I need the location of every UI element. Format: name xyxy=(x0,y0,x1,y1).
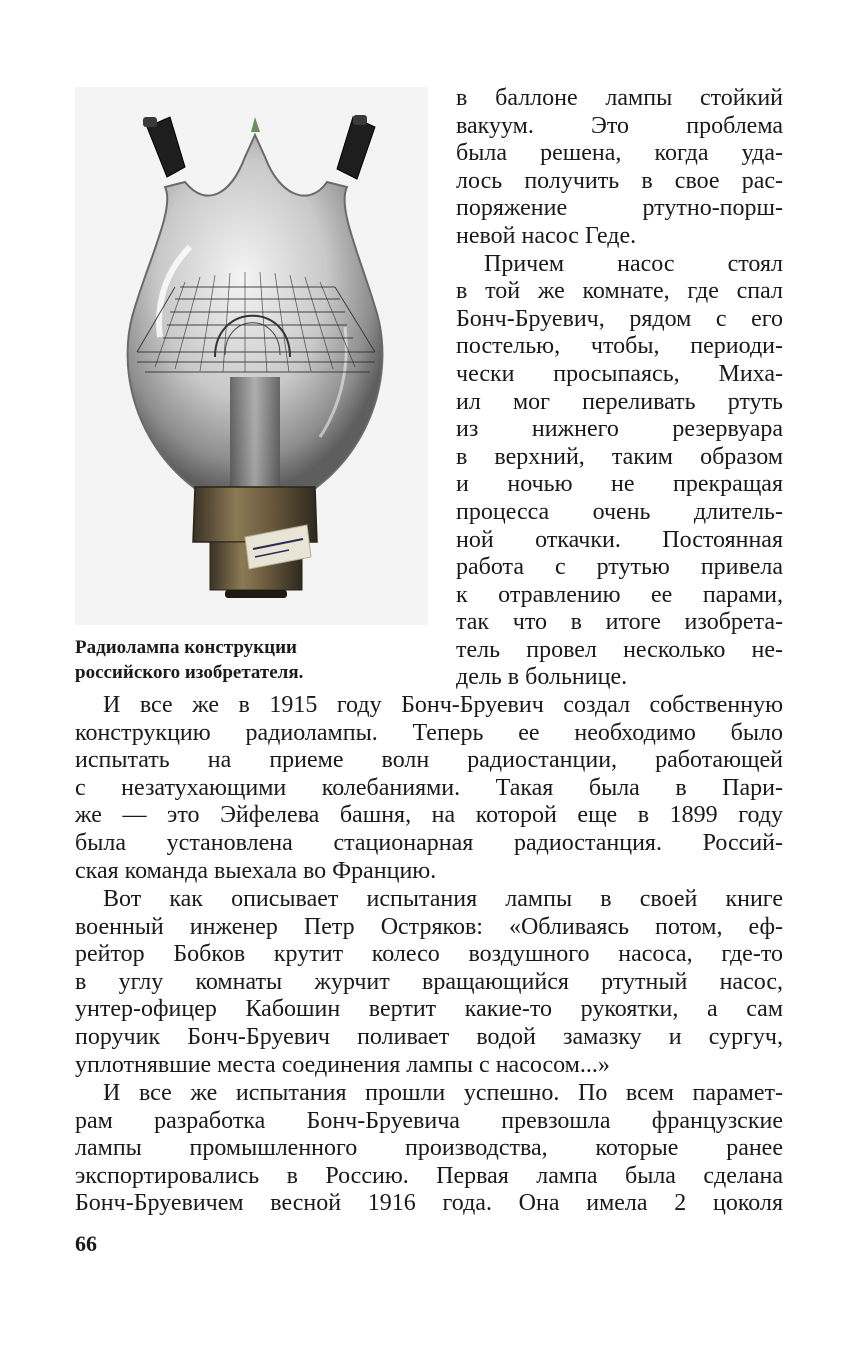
text-line: постелью, чтобы, периоди- xyxy=(456,333,783,360)
text-line: испытать на приеме волн радиостанции, работающей xyxy=(75,747,783,774)
paragraph-3 xyxy=(75,1080,783,1218)
text-line: была установлена стационарная радиостанция. Россий- xyxy=(75,829,783,856)
text-line: к отравлению ее парами, xyxy=(456,581,783,608)
text-line: с незатухающими колебаниями. Такая была в Пари- xyxy=(75,774,783,801)
page-number: 66 xyxy=(75,1231,97,1256)
paragraph-1 xyxy=(75,692,783,885)
text-line: из нижнего резервуара xyxy=(456,416,783,443)
text-line: экспортировались в Россию. Первая лампа была сделана xyxy=(75,1162,783,1189)
text-line: И все же испытания прошли успешно. По всем парамет- xyxy=(103,1080,783,1106)
text-line: в углу комнаты журчит вращающийся ртутный насос, xyxy=(75,968,783,995)
text-line: процесса очень длитель- xyxy=(456,498,783,525)
text-line: поручик Бонч-Бруевич поливает водой замазку и сургуч, xyxy=(75,1023,783,1050)
side-text-column xyxy=(456,85,783,692)
text-line: и ночью не прекращая xyxy=(456,471,783,498)
text-line: вакуум. Это проблема xyxy=(456,112,783,139)
text-line: Вот как описывает испытания лампы в своей книге xyxy=(103,886,783,912)
text-line: же — это Эйфелева башня, на которой еще в 1899 году xyxy=(75,802,783,829)
figure-caption xyxy=(75,635,445,685)
text-line: так что в итоге изобрета- xyxy=(456,609,783,636)
radio-tube-illustration xyxy=(75,87,428,625)
radio-tube-photo xyxy=(75,87,428,625)
text-line: рейтор Бобков крутит колесо воздушного насоса, где-то xyxy=(75,941,783,968)
caption-line: российского изобретателя. xyxy=(75,662,304,683)
text-line: дель в больнице. xyxy=(456,664,628,691)
text-line: в той же комнате, где спал xyxy=(456,278,783,305)
text-line: Бонч-Бруевичем весной 1916 года. Она имела 2 цоколя xyxy=(75,1190,783,1217)
caption-line: Радиолампа конструкции xyxy=(75,637,297,658)
text-line: конструкцию радиолампы. Теперь ее необходимо было xyxy=(75,719,783,746)
text-line: была решена, когда уда- xyxy=(456,140,783,167)
text-line: в верхний, таким образом xyxy=(456,443,783,470)
text-line: лампы промышленного производства, которые ранее xyxy=(75,1135,783,1162)
text-line: И все же в 1915 году Бонч-Бруевич создал собственную xyxy=(103,692,783,718)
text-line: Причем насос стоял xyxy=(484,250,783,277)
text-line: невой насос Геде. xyxy=(456,222,637,249)
paragraph-2 xyxy=(75,886,783,1079)
text-line: в баллоне лампы стойкий xyxy=(456,85,783,111)
text-line: лось получить в свое рас- xyxy=(456,167,783,194)
text-line: уплотнявшие места соединения лампы с насосом...» xyxy=(75,1051,610,1078)
text-line: рам разработка Бонч-Бруевича превзошла французские xyxy=(75,1107,783,1134)
text-line: Бонч-Бруевич, рядом с его xyxy=(456,305,783,332)
text-line: военный инженер Петр Остряков: «Обливаясь потом, еф- xyxy=(75,913,783,940)
text-line: ной откачки. Постоянная xyxy=(456,526,783,553)
text-line: тель провел несколько не- xyxy=(456,636,783,663)
text-line: ская команда выехала во Францию. xyxy=(75,857,437,884)
text-line: поряжение ртутно-порш- xyxy=(456,195,783,222)
text-line: чески просыпаясь, Миха- xyxy=(456,360,783,387)
text-line: работа с ртутью привела xyxy=(456,554,783,581)
text-line: унтер-офицер Кабошин вертит какие-то рукоятки, а сам xyxy=(75,996,783,1023)
text-line: ил мог переливать ртуть xyxy=(456,388,783,415)
